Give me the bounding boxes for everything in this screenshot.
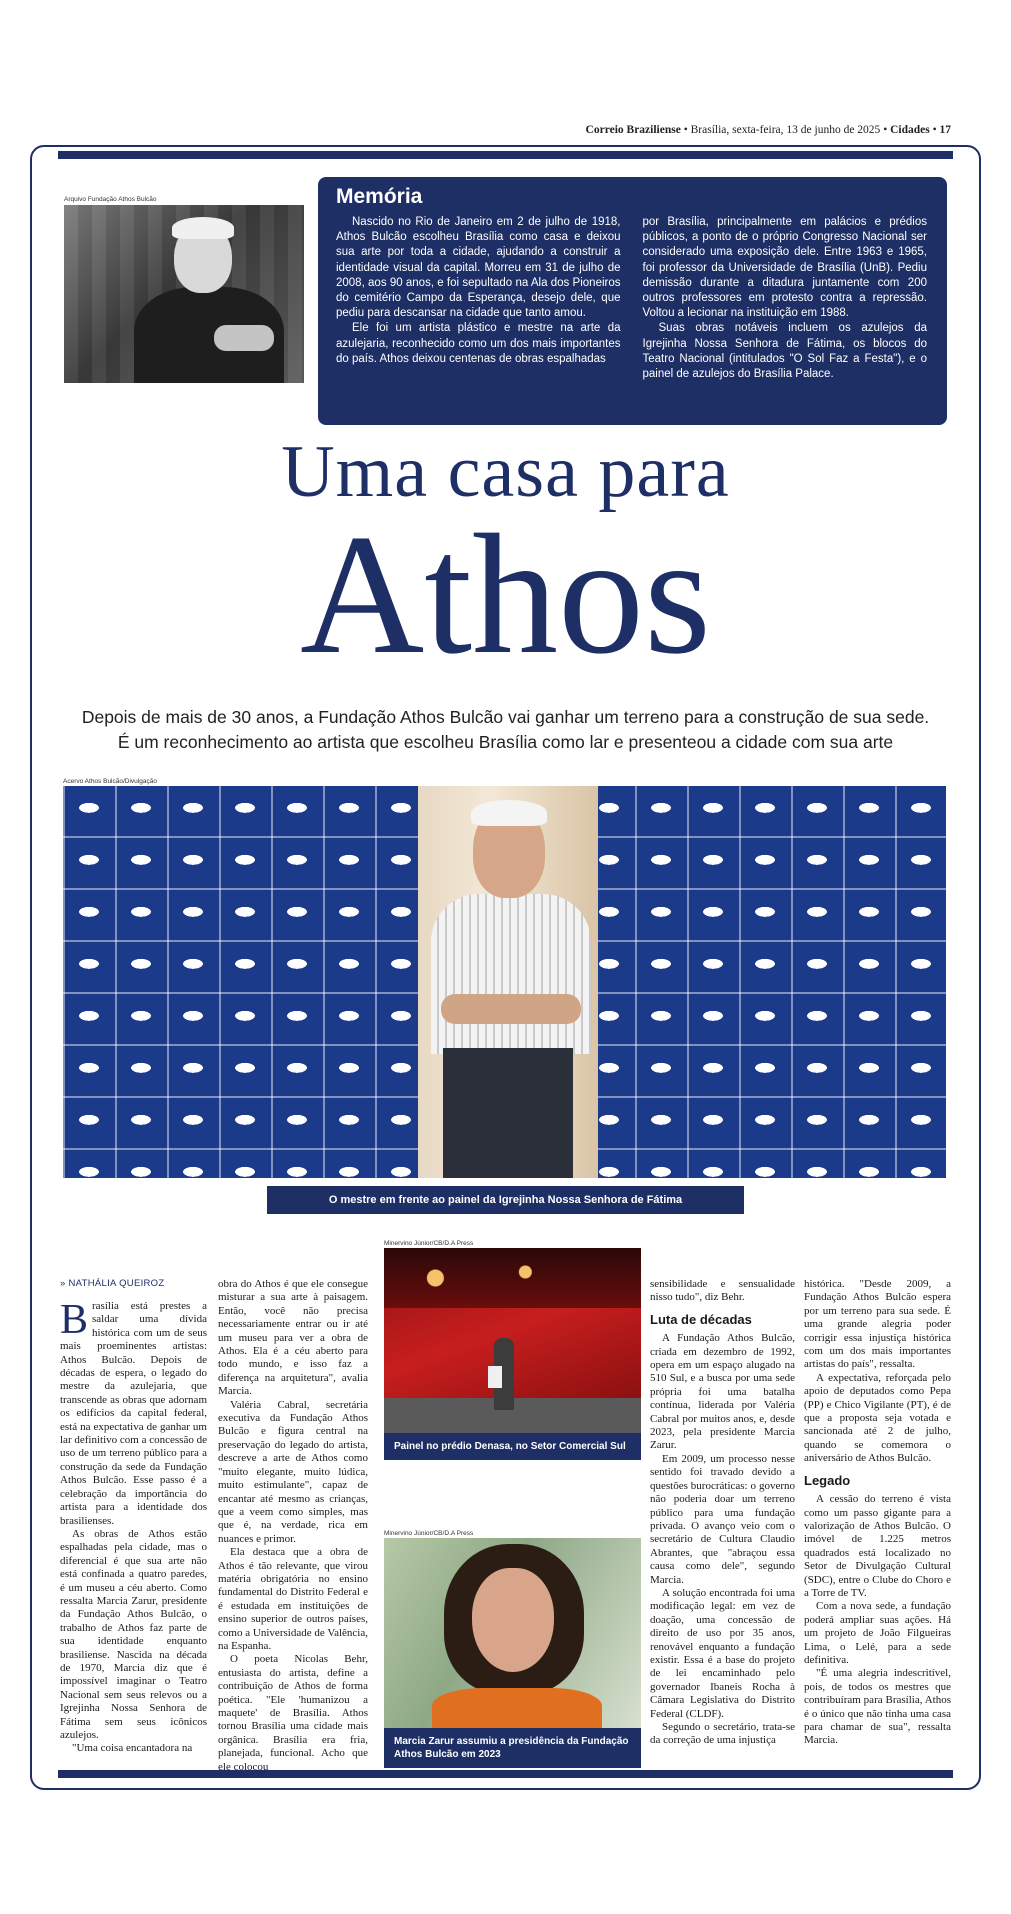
article-paragraph: O poeta Nicolas Behr, entusiasta do artista, define a contribuição de Athos de forma poética. "Ele 'humanizou a maquete' de Brasília. Athos tornou Brasília uma cidade mais orgânica. Brasília era fria, planejada, funcional. Acho que ele colocou: [218, 1653, 368, 1773]
article-paragraph: sensibilidade e sensualidade nisso tudo", diz Behr.: [650, 1278, 795, 1304]
marcia-photo-caption: Marcia Zarur assumiu a presidência da Fundação Athos Bulcão em 2023: [384, 1728, 641, 1768]
memoria-column-2: [643, 215, 928, 382]
article-paragraph: "Uma coisa encantadora na: [72, 1742, 193, 1755]
photo-credit: Minervino Júnior/CB/D.A Press: [384, 1240, 474, 1247]
subhead-line-1: Depois de mais de 30 anos, a Fundação Athos Bulcão vai ganhar um terreno para a construção de sua sede.: [81, 707, 930, 727]
memoria-paragraph: Nascido no Rio de Janeiro em 2 de julho de 1918, Athos Bulcão escolheu Brasília como casa e deixou sua arte por toda a cidade, ajudando a construir a identidade visual da capital. Morreu em 31 de julho de 2008, aos 90 anos, e foi sepultado na Ala dos Pioneiros do cemitério Campo da Esperança, desejo dele, que pediu para descansar na cidade que tanto amou.: [336, 216, 621, 320]
page-header: [60, 124, 951, 136]
article-column-2: [218, 1278, 368, 1774]
article-paragraph: A cessão do terreno é vista como um passo gigante para a valorização de Athos Bulcão. O imóvel de 1.225 metros quadrados está localizado no Setor de Divulgação Cultural (SDC), entre o Clube do Choro e a Torre de TV.: [804, 1493, 951, 1599]
section-name: Cidades: [890, 124, 930, 136]
article-paragraph: obra do Athos é que ele consegue misturar a sua arte à paisagem. Então, você não precisa necessariamente entrar ou ir até um museu para ver a obra de Athos. Ela é a céu aberto para todo mundo, e isso faz a diferença na arquitetura", avalia Marcia.: [218, 1278, 368, 1398]
headline-line-2: Athos: [300, 500, 711, 690]
main-photo-credit: Acervo Athos Bulcão/Divulgação: [63, 778, 157, 785]
main-photo: [63, 786, 946, 1178]
article-paragraph: Brasília está prestes a saldar uma dívida histórica com um de seus mais proeminentes artistas: Athos Bulcão. Depois de décadas de espera, o legado do mestre da azulejaria, que transcende as obras que adornam os edifícios da capital federal, está na expectativa de ganhar um lar definitivo com a concessão de uso de um terreno público para a construção da sede da Fundação Athos Bulcão. Esse passo é a celebração da importância do artista para a identidade dos brasilienses.: [60, 1297, 207, 1527]
section-subheading: Luta de décadas: [650, 1311, 752, 1327]
header-separator: •: [883, 124, 888, 136]
denasa-panel-photo: [384, 1248, 641, 1433]
article-column-4: [804, 1278, 951, 1748]
article-column-3: [650, 1278, 795, 1748]
memoria-box: [318, 177, 947, 425]
section-subheading: Legado: [804, 1472, 851, 1488]
denasa-photo-caption: Painel no prédio Denasa, no Setor Comercial Sul: [384, 1433, 641, 1460]
subhead-line-2: É um reconhecimento ao artista que escolheu Brasília como lar e presenteou a cidade com sua arte: [117, 732, 894, 752]
bottom-rule: [58, 1770, 953, 1778]
article-paragraph: As obras de Athos estão espalhadas pela cidade, mas o diferencial é que sua arte não está confinada a quatro paredes, é um museu a céu aberto. Como ressalta Marcia Zarur, presidente da Fundação Athos Bulcão, o trabalho de Athos faz parte de sua identidade enquanto brasiliense. Nascida na década de 1970, Marcia diz que é impossível imaginar o Teatro Nacional sem seus relevos ou a Igrejinha Nossa Senhora de Fátima sem seus icônicos azulejos.: [60, 1527, 207, 1741]
article-paragraph: Com a nova sede, a fundação poderá ampliar suas ações. Há um projeto de João Filgueiras Lima, o Lelé, para a sede definitiva.: [804, 1600, 951, 1666]
photo-credit: Arquivo Fundação Athos Bulcão: [64, 196, 157, 203]
memoria-paragraph: Suas obras notáveis incluem os azulejos da Igrejinha Nossa Senhora de Fátima, os blocos do Teatro Nacional (intitulados "O Sol Faz a Festa"), e o painel de azulejos do Brasília Palace.: [642, 322, 927, 381]
memoria-paragraph: Ele foi um artista plástico e mestre na arte da azulejaria, reconhecido como um dos mais importantes do país. Athos deixou centenas de obras espalhadas: [336, 322, 621, 365]
page-number: 17: [939, 124, 951, 136]
byline: » NATHÁLIA QUEIROZ: [60, 1278, 165, 1289]
article-paragraph: Em 2009, um processo nesse sentido foi travado devido a questões burocráticas: o governo não poderia doar um terreno público para uma fundação privada. O avanço veio com o secretário de Cultura Claudio Abrantes, que "abraçou essa causa como dele", segundo Marcia.: [650, 1452, 795, 1586]
dateline: Brasília, sexta-feira, 13 de junho de 2025: [690, 124, 881, 136]
article-paragraph: A expectativa, reforçada pelo apoio de deputados como Pepa (PP) e Chico Vigilante (PT), é de que a proposta seja votada e sancionada até 2 de julho, quando se comemora o aniversário de Athos Bulcão.: [804, 1371, 951, 1465]
athos-portrait-photo: [64, 205, 304, 383]
header-separator: •: [683, 124, 688, 136]
article-column-1: [60, 1297, 207, 1756]
header-separator: •: [932, 124, 937, 136]
memoria-title: Memória: [336, 185, 423, 208]
paper-name: Correio Braziliense: [585, 124, 681, 136]
headline-line-1: Uma casa para: [281, 431, 730, 513]
article-paragraph: A Fundação Athos Bulcão, criada em dezembro de 1992, opera em um espaço alugado na 510 Sul, e a busca por uma sede própria foi uma batalha contínua, liderada por Valéria Cabral por muitos anos, e, desde 2023, pela presidente Marcia Zarur.: [650, 1332, 795, 1452]
main-photo-caption: O mestre em frente ao painel da Igrejinha Nossa Senhora de Fátima: [267, 1186, 744, 1214]
article-paragraph: Ela destaca que a obra de Athos é tão relevante, que virou matéria obrigatória no ensino fundamental do Distrito Federal e é estudada em instituições de ensino superior de outros países, como a Universidade de Valência, na Espanha.: [218, 1546, 368, 1652]
memoria-paragraph: por Brasília, principalmente em palácios e prédios públicos, a ponto de o próprio Congresso Nacional ser considerado uma exposição dele. Entre 1963 e 1965, foi professor da Universidade de Brasília (UnB). Pediu demissão durante a ditadura juntamente com 200 outros professores em protesto contra a repressão. Voltou a lecionar na instituição em 1988.: [642, 216, 927, 320]
article-paragraph: histórica. "Desde 2009, a Fundação Athos Bulcão espera por um terreno para sua sede. É uma grande alegria poder corrigir essa injustiça histórica com um dos mais importantes artistas do país", ressalta.: [804, 1278, 951, 1371]
article-paragraph: Segundo o secretário, trata-se da correção de uma injustiça: [650, 1721, 795, 1747]
dropcap: B: [60, 1297, 89, 1343]
article-paragraph: Valéria Cabral, secretária executiva da Fundação Athos Bulcão e figura central na preservação do legado do artista, descreve a arte de Athos como "muito elegante, muito lúdica, muito estimulante", capaz de encantar até mesmo as crianças, que a veem como simples, mas que é, na verdade, rica em nuances e primor.: [218, 1398, 368, 1545]
memoria-column-1: [336, 215, 621, 382]
marcia-zarur-photo: [384, 1538, 641, 1728]
article-paragraph: "É uma alegria indescritível, pois, de todos os mestres que contribuíram para Brasília, Athos é o único que não tinha uma casa para chamar de sua", ressalta Marcia.: [804, 1667, 951, 1747]
subheadline: [60, 705, 951, 755]
top-rule: [58, 151, 953, 159]
article-paragraph: A solução encontrada foi uma modificação legal: em vez de doação, uma concessão de direito de uso por 35 anos, renovável enquanto a fundação existir. Essa é a base do projeto de lei encaminhado pelo governador Ibaneis Rocha à Câmara Legislativa do Distrito Federal (CLDF).: [650, 1586, 795, 1720]
photo-credit: Minervino Júnior/CB/D.A Press: [384, 1530, 474, 1537]
